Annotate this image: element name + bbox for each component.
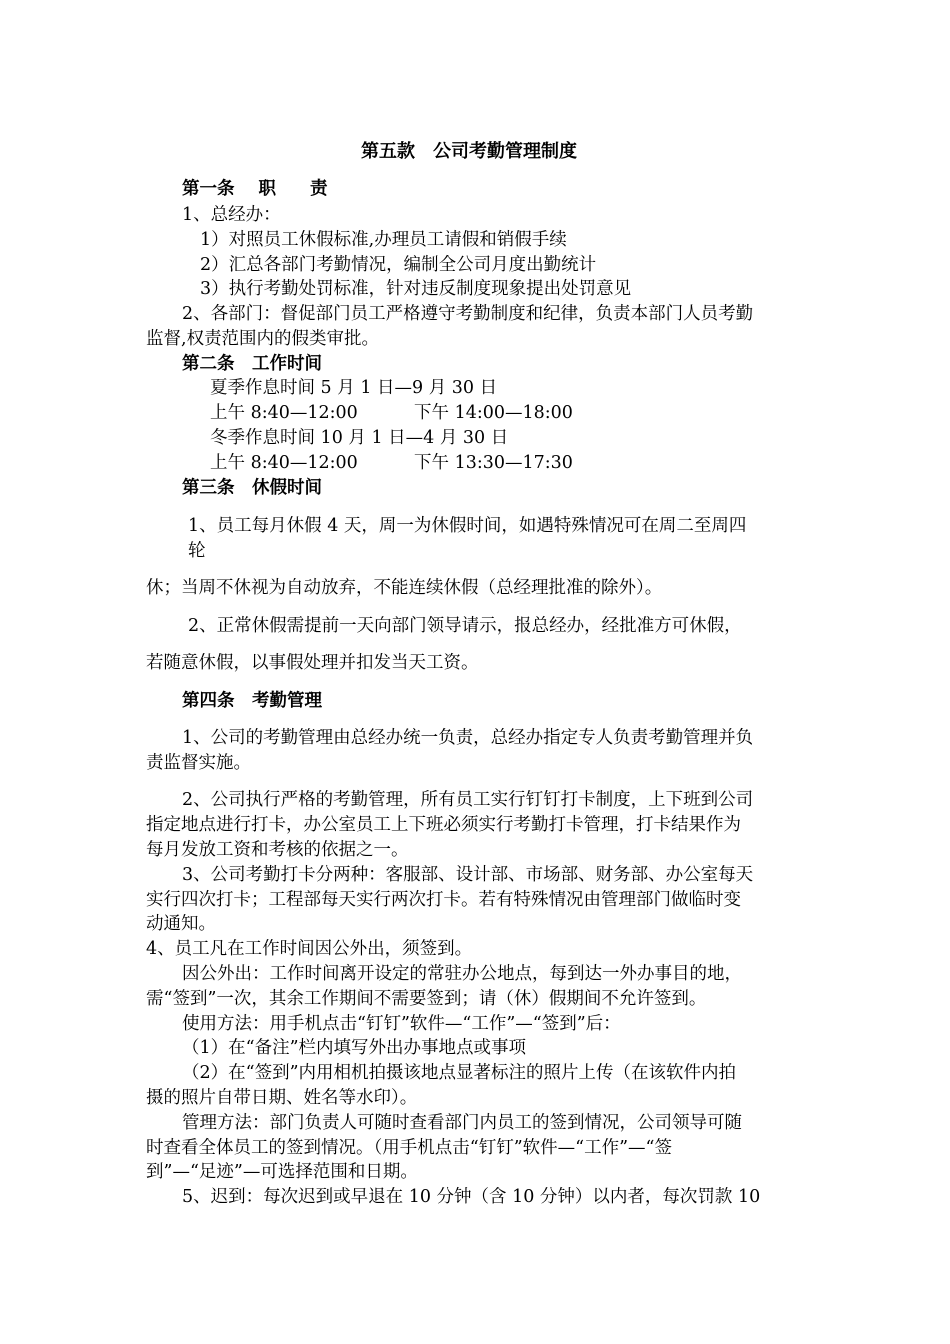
article-4-p8-line-1: （2）在“签到”内用相机拍摄该地点显著标注的照片上传（在该软件内拍 — [182, 1063, 737, 1083]
article-3-heading: 第三条 休假时间 — [182, 478, 322, 498]
article-1-sub-1: 1）对照员工休假标准,办理员工请假和销假手续 — [200, 230, 567, 250]
article-3-p2-line-1: 2、正常休假需提前一天向部门领导请示，报总经办，经批准方可休假， — [188, 616, 742, 636]
summer-schedule: 夏季作息时间 5 月 1 日—9 月 30 日 — [210, 378, 498, 398]
article-4-p7: （1）在“备注”栏内填写外出办事地点或事项 — [182, 1038, 527, 1058]
article-4-p2-line-2: 指定地点进行打卡，办公室员工上下班必须实行考勤打卡管理，打卡结果作为 — [146, 815, 741, 835]
article-1-item-1: 1、总经办： — [182, 205, 281, 225]
article-4-p9-line-2: 时查看全体员工的签到情况。（用手机点击“钉钉”软件—“工作”—“签 — [146, 1138, 672, 1158]
article-3-p1-line-1: 1、员工每月休假 4 天，周一为休假时间，如遇特殊情况可在周二至周四 — [188, 516, 747, 536]
article-4-p2-line-1: 2、公司执行严格的考勤管理，所有员工实行钉钉打卡制度，上下班到公司 — [182, 790, 754, 810]
winter-schedule: 冬季作息时间 10 月 1 日—4 月 30 日 — [210, 428, 509, 448]
article-2-heading: 第二条 工作时间 — [182, 354, 322, 374]
article-4-p6: 使用方法：用手机点击“钉钉”软件—“工作”—“签到”后： — [182, 1014, 621, 1034]
article-1-heading — [182, 176, 328, 202]
article-1-heading-number: 第一条 — [182, 179, 235, 199]
article-4-p2-line-3: 每月发放工资和考核的依据之一。 — [146, 840, 409, 860]
article-4-heading: 第四条 考勤管理 — [182, 691, 322, 711]
article-4-p3-line-3: 动通知。 — [146, 914, 216, 934]
article-1-item-2-line-1: 2、各部门：督促部门员工严格遵守考勤制度和纪律，负责本部门人员考勤 — [182, 304, 754, 324]
article-3-p1-line-3: 休；当周不休视为自动放弃，不能连续休假（总经理批准的除外）。 — [146, 578, 663, 598]
article-4-p9-line-1: 管理方法：部门负责人可随时查看部门内员工的签到情况，公司领导可随 — [182, 1113, 742, 1133]
article-4-p10: 5、迟到：每次迟到或早退在 10 分钟（含 10 分钟）以内者，每次罚款 10 — [182, 1187, 761, 1207]
document-title: 第五款 公司考勤管理制度 — [361, 141, 577, 162]
article-3-p1-line-2: 轮 — [188, 541, 206, 561]
summer-afternoon-hours: 下午 14:00—18:00 — [414, 403, 573, 423]
article-4-p4: 4、员工凡在工作时间因公外出，须签到。 — [146, 939, 473, 959]
article-1-item-2-line-2: 监督,权责范围内的假类审批。 — [146, 329, 380, 349]
article-4-p1-line-2: 责监督实施。 — [146, 753, 251, 773]
article-1-sub-3: 3）执行考勤处罚标准，针对违反制度现象提出处罚意见 — [200, 279, 632, 299]
article-3-p2-line-2: 若随意休假，以事假处理并扣发当天工资。 — [146, 653, 479, 673]
article-4-p5-line-2: 需“签到”一次，其余工作期间不需要签到；请（休）假期间不允许签到。 — [146, 989, 707, 1009]
article-4-p3-line-2: 实行四次打卡；工程部每天实行两次打卡。若有特殊情况由管理部门做临时变 — [146, 890, 741, 910]
article-4-p5-line-1: 因公外出：工作时间离开设定的常驻办公地点，每到达一外办事目的地， — [182, 964, 742, 984]
article-4-p8-line-2: 摄的照片自带日期、姓名等水印）。 — [146, 1088, 418, 1108]
article-4-p1-line-1: 1、公司的考勤管理由总经办统一负责，总经办指定专人负责考勤管理并负 — [182, 728, 754, 748]
article-1-sub-2: 2）汇总各部门考勤情况，编制全公司月度出勤统计 — [200, 255, 597, 275]
winter-morning-hours: 上午 8:40—12:00 — [210, 453, 358, 473]
summer-morning-hours: 上午 8:40—12:00 — [210, 403, 358, 423]
winter-afternoon-hours: 下午 13:30—17:30 — [414, 453, 573, 473]
article-1-heading-word1: 职 — [258, 179, 276, 199]
article-4-p9-line-3: 到”—“足迹”—可选择范围和日期。 — [146, 1162, 418, 1182]
article-4-p3-line-1: 3、公司考勤打卡分两种：客服部、设计部、市场部、财务部、办公室每天 — [182, 865, 754, 885]
article-1-heading-word2: 责 — [310, 179, 328, 199]
